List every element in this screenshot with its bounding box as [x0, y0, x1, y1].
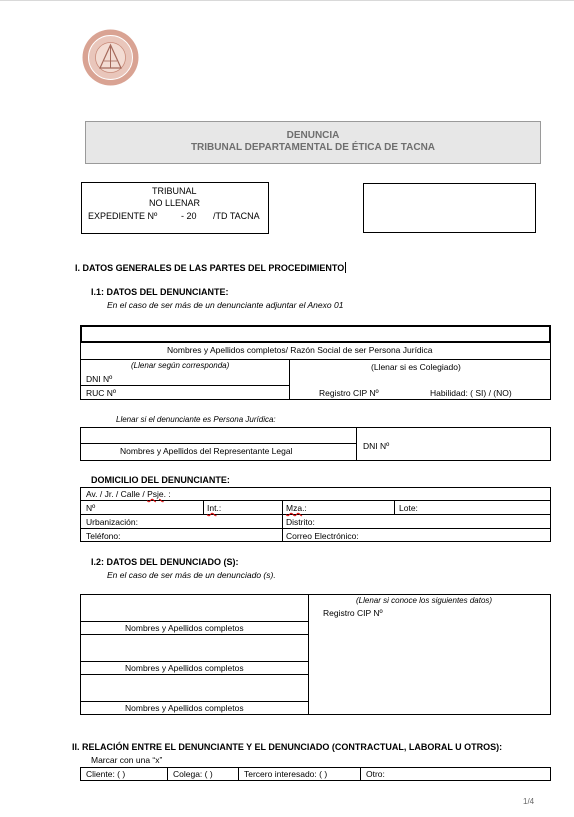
street-field[interactable]: Av. / Jr. / Calle / Psje. : — [86, 489, 171, 499]
blank-stamp-box[interactable] — [363, 183, 536, 233]
section2-heading: II. RELACIÓN ENTRE EL DENUNCIANTE Y EL DENUNCIADO (CONTRACTUAL, LABORAL U OTROS): — [72, 742, 503, 752]
expediente-box — [81, 182, 269, 234]
denunciado-name-label-1[interactable]: Nombres y Apellidos completos — [125, 623, 244, 633]
page-number: 1/4 — [523, 797, 535, 806]
fill-if-member-note: (Llenar si es Colegiado) — [371, 362, 461, 372]
denunciado-heading: I.2: DATOS DEL DENUNCIADO (S): — [91, 557, 239, 567]
expediente-year-label: - 20 — [181, 211, 197, 221]
institution-seal-icon — [82, 29, 139, 86]
correo-field[interactable]: Correo Electrónico: — [286, 531, 359, 541]
option-colleague[interactable]: Colega: ( ) — [173, 769, 213, 779]
tribunal-label: TRIBUNAL — [152, 186, 197, 196]
dni-label[interactable]: DNI Nº — [86, 374, 113, 384]
interior-field[interactable]: Int.: — [207, 503, 222, 513]
expediente-suffix-label: /TD TACNA — [213, 211, 260, 221]
no-llenar-label: NO LLENAR — [149, 198, 201, 208]
text-cursor — [345, 262, 346, 273]
fill-if-known-note: (Llenar si conoce los siguientes datos) — [356, 596, 493, 605]
legal-person-note: Llenar si el denunciante es Persona Jurídica: — [116, 415, 276, 424]
denunciante-name-field[interactable] — [81, 326, 550, 342]
lote-field[interactable]: Lote: — [399, 503, 418, 513]
document-title-line1: DENUNCIA — [286, 130, 340, 141]
denunciado-table — [80, 594, 551, 715]
legal-rep-dni-label[interactable]: DNI Nº — [363, 441, 390, 451]
habilidad-label[interactable]: Habilidad: ( SI) / (NO) — [430, 388, 512, 398]
urbanizacion-field[interactable]: Urbanización: — [86, 517, 138, 527]
document-title-box — [85, 121, 541, 164]
mark-with-x-note: Marcar con una “x” — [91, 755, 163, 765]
denunciante-note: En el caso de ser más de un denunciante adjuntar el Anexo 01 — [107, 300, 344, 310]
denunciado-name-label-2[interactable]: Nombres y Apellidos completos — [125, 663, 244, 673]
denunciado-cip-label[interactable]: Registro CIP Nº — [323, 608, 383, 618]
option-other[interactable]: Otro: — [366, 769, 385, 779]
distrito-field[interactable]: Distrito: — [286, 517, 315, 527]
ruc-label[interactable]: RUC Nº — [86, 388, 117, 398]
section1-heading: I. DATOS GENERALES DE LAS PARTES DEL PROCEDIMIENTO — [75, 263, 345, 273]
manzana-field[interactable]: Mza.: — [286, 503, 307, 513]
fill-as-applicable-note: (Llenar según corresponda) — [131, 361, 230, 370]
expediente-label: EXPEDIENTE Nº — [88, 211, 158, 221]
document-title-line2: TRIBUNAL DEPARTAMENTAL DE ÉTICA DE TACNA — [190, 142, 436, 153]
denunciado-note: En el caso de ser más de un denunciado (s). — [107, 570, 276, 580]
registro-cip-label[interactable]: Registro CIP Nº — [319, 388, 379, 398]
denunciante-heading: I.1: DATOS DEL DENUNCIANTE: — [91, 287, 229, 297]
domicilio-heading: DOMICILIO DEL DENUNCIANTE: — [91, 475, 230, 485]
street-number-field[interactable]: Nº — [86, 503, 96, 513]
telefono-field[interactable]: Teléfono: — [86, 531, 121, 541]
option-client[interactable]: Cliente: ( ) — [86, 769, 126, 779]
denunciante-name-label: Nombres y Apellidos completos/ Razón Social de ser Persona Jurídica — [167, 345, 433, 355]
option-third-party[interactable]: Tercero interesado: ( ) — [244, 769, 328, 779]
page-top-border — [0, 0, 574, 1]
legal-rep-name-label[interactable]: Nombres y Apellidos del Representante Legal — [120, 446, 293, 456]
denunciado-name-label-3[interactable]: Nombres y Apellidos completos — [125, 703, 244, 713]
